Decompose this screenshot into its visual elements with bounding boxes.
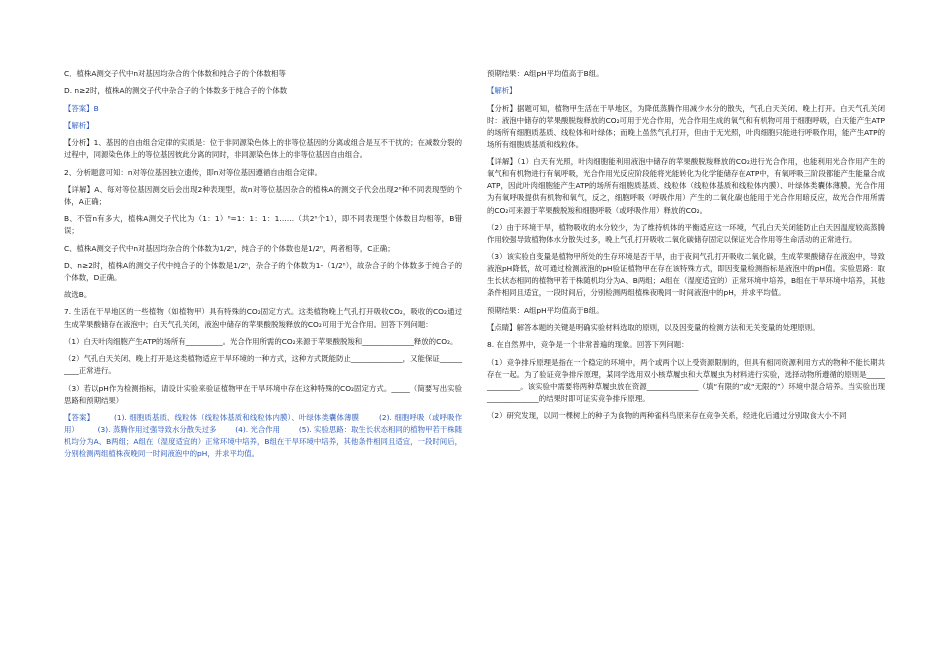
detail-b: B、不管n有多大，植株A测交子代比为（1：1）ⁿ=1：1：1：1……（共2ⁿ个1），即不同表现型个体数目均相等，B错误； — [64, 214, 462, 236]
question-7-part-3: （3）若以pH作为检测指标，请设计实验来验证植物甲在干旱环境中存在这种特殊的CO₂固定方式。_____（简要写出实验思路和预期结果） — [64, 383, 462, 405]
option-d: D. n≥2时，植株A的测交子代中杂合子的个体数多于纯合子的个体数 — [64, 86, 288, 96]
expected-result-2: 预期结果：A组pH平均值高于B组。 — [487, 305, 604, 315]
analysis-tag-2: 【解析】 — [487, 86, 517, 96]
detail-c: C、植株A测交子代中n对基因均杂合的个体数为1/2ⁿ，纯合子的个体数也是1/2ⁿ，两者相等，C正确； — [64, 243, 395, 253]
detail-1: 【详解】（1）白天有光照，叶肉细胞能利用液泡中储存的苹果酸脱羧释放的CO₂进行光合作用，也能利用光合作用产生的氧气和有机物进行有氧呼吸，光合作用光反应阶段能将光能转化为化学能储存在ATP中，有氧呼吸三阶段都能产生能量合成ATP，因此叶肉细胞能产生ATP的场所有细胞质基质、线粒体（线粒体基质和线粒体内膜）、叶绿体类囊体薄膜。光合作用为有氧呼吸提供有机物和氧气，反之，细胞呼吸（呼吸作用）产生的二氧化碳也能用于光合作用暗反应，故光合作用所需的CO₂可来源于苹果酸脱羧和细胞呼吸（或呼吸作用）释放的CO₂。 — [487, 157, 885, 215]
detail-d: D、n≥2时，植株A的测交子代中纯合子的个体数是1/2ⁿ，杂合子的个体数为1-（1/2ⁿ），故杂合子的个体数多于纯合子的个体数，D正确。 — [64, 260, 462, 282]
question-7-answer: 【答案】 (1). 细胞质基质、线粒体（线粒体基质和线粒体内膜）、叶绿体类囊体薄膜 (2). 细胞呼吸（或呼吸作用） (3). 蒸腾作用过强导致水分散失过多 (4). 光合作用 (5). 实验思路：取生长状态相同的植物甲若干株随机均分为A、B两组；A组在（湿度适宜的）正常环境中培养，B组在干旱环境中培养，其他条件相同且适宜，一段时间后，分别检测两组植株夜晚同一时间液泡中的pH，并求平均值。 — [64, 412, 462, 459]
analysis-paragraph-3: 【分析】据题可知，植物甲生活在干旱地区，为降低蒸腾作用减少水分的散失，气孔白天关闭、晚上打开。白天气孔关闭时：液泡中储存的苹果酸脱羧释放的CO₂可用于光合作用，光合作用生成的氧气和有机物可用于细胞呼吸，白天能产生ATP的场所有细胞质基质、线粒体和叶绿体；而晚上虽然气孔打开，但由于无光照，叶肉细胞只能进行呼吸作用，能产生ATP的场所有细胞质基质和线粒体。 — [487, 103, 885, 149]
option-c: C．植株A测交子代中n对基因均杂合的个体数和纯合子的个体数相等 — [64, 69, 286, 78]
right-column — [487, 68, 885, 427]
question-7-stem: 7. 生活在干旱地区的一些植物（如植物甲）具有特殊的CO₂固定方式。这类植物晚上气孔打开吸收CO₂，吸收的CO₂通过生成苹果酸储存在液泡中；白天气孔关闭，液泡中储存的苹果酸脱羧释放的CO₂可用于光合作用。回答下列问题： — [64, 307, 462, 329]
answer-tag: 【答案】B — [64, 103, 99, 113]
detail-2: （2）由于环境干旱，植物吸收的水分较少，为了维持机体的平衡适应这一环境，气孔白天关闭能防止白天因温度较高蒸腾作用较强导致植物体水分散失过多，晚上气孔打开吸收二氧化碳储存固定以保证光合作用等生命活动的正常进行。 — [487, 222, 885, 244]
question-7-part-2: （2）气孔白天关闭、晚上打开是这类植物适应干旱环境的一种方式，这种方式既能防止______________，又能保证__________正常进行。 — [64, 354, 462, 376]
question-7-part-1: （1）白天叶肉细胞产生ATP的场所有__________。光合作用所需的CO₂来源于苹果酸脱羧和______________释放的CO₂。 — [64, 336, 458, 346]
detail-3: （3）该实验自变量是植物甲所处的生存环境是否干旱，由于夜间气孔打开吸收二氧化碳，生成苹果酸储存在液泡中，导致液泡pH降低，故可通过检测液泡的pH验证植物甲在存在该特殊方式，即因变量检测指标是液泡中的pH值。实验思路：取生长状态相同的植物甲若干株随机均分为A、B两组；A组在（湿度适宜的）正常环境中培养，B组在干旱环境中培养，其他条件相同且适宜，一段时间后，分别检测两组植株夜晚同一时间液泡中的pH，并求平均值。 — [487, 252, 885, 298]
detail-a: 【详解】A、每对等位基因测交后会出现2种表现型，故n对等位基因杂合的植株A的测交子代会出现2ⁿ种不同表现型的个体，A正确； — [64, 184, 462, 206]
analysis-tag: 【解析】 — [64, 120, 94, 130]
question-8-part-2: （2）研究发现，以同一棵树上的种子为食物的两种雀科鸟原来存在竞争关系，经进化后通过分别取食大小不同 — [487, 411, 847, 421]
analysis-paragraph-1: 【分析】1、基因的自由组合定律的实质是：位于非同源染色体上的非等位基因的分离或组合是互不干扰的；在减数分裂的过程中，同源染色体上的等位基因彼此分离的同时，非同源染色体上的非等位基因自由组合。 — [64, 138, 462, 160]
question-8-stem: 8. 在自然界中，竞争是一个非常普遍的现象。回答下列问题： — [487, 340, 689, 350]
choose-b: 故选B。 — [64, 290, 92, 300]
question-8-part-1: （1）竞争排斥原理是指在一个稳定的环境中，两个或两个以上受资源限制的，但具有相同资源利用方式的物种不能长期共存在一起。为了验证竞争排斥原理，某同学选用双小核草履虫和大草履虫为材料进行实验，选择动物所遵循的原则是______________。该实验中需要将两种草履虫放在资源______________（填“有限的”或“无限的”）环境中混合培养。当实验出现______________的结果时即可证实竞争排斥原理。 — [487, 357, 885, 403]
key-point: 【点睛】解答本题的关键是明确实验材料选取的原则，以及因变量的检测方法和无关变量的处理原则。 — [487, 323, 820, 332]
left-column — [64, 68, 462, 465]
expected-result-1: 预期结果：A组pH平均值高于B组。 — [487, 69, 604, 78]
analysis-paragraph-2: 2、分析题意可知：n对等位基因独立遗传，即n对等位基因遵循自由组合定律。 — [64, 167, 322, 177]
